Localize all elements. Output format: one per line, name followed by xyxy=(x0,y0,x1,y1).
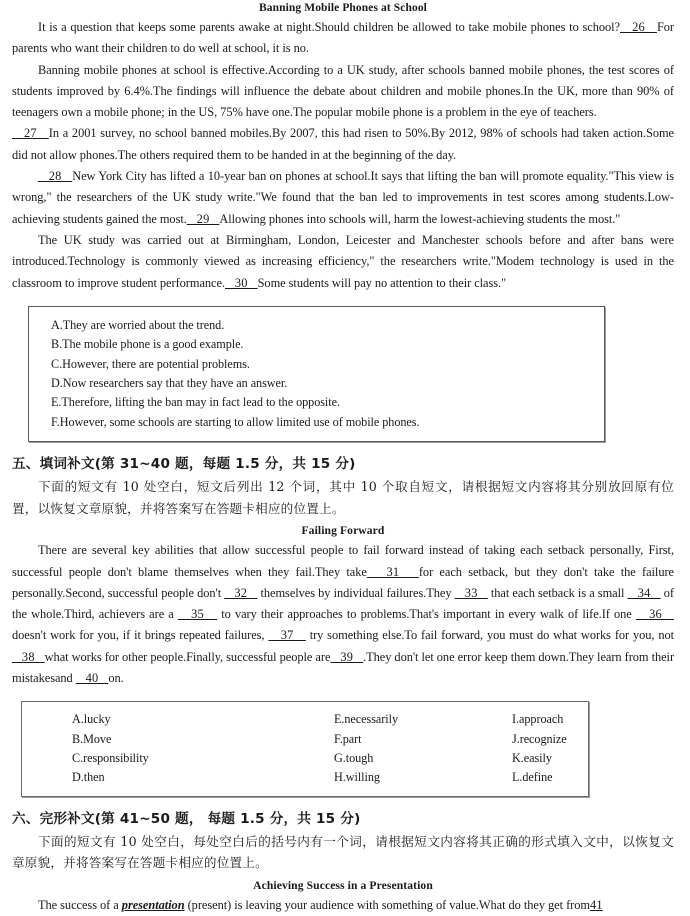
italic-word-presentation: presentation xyxy=(121,897,185,912)
section-5-heading: 五、填词补文(第 31~40 题，每题 1.5 分，共 15 分) xyxy=(12,456,356,473)
section-5-subtitle: Failing Forward xyxy=(301,524,385,538)
answer-blank-41[interactable]: 41 xyxy=(589,897,603,912)
answer-blank-27[interactable]: 27 xyxy=(12,126,49,141)
word-bank-item[interactable]: H.willing xyxy=(334,770,380,785)
section-5-instruction: 下面的短文有 10 处空白，短文后列出 12 个词，其中 10 个取自短文，请根据短文内容将其分别放回原有位置，以恢复文章原貌，并将答案写在答题卡相应的位置上。 xyxy=(12,479,674,516)
word-bank-column-1 xyxy=(72,710,334,787)
passage-title: Banning Mobile Phones at School xyxy=(259,2,427,14)
section-6-heading: 六、完形补文(第 41~50 题， 每题 1.5 分，共 15 分) xyxy=(12,810,361,827)
answer-blank-26[interactable]: 26 xyxy=(620,20,657,34)
paragraph-text: 28 New York City has lifted a 10-year ban on phones at school.It says that lifting the ban will promote equality."This view is wrong," the researchers of the UK study write."We found that the ban led to improvements in test scores among students.Low-achieving students gained the most. 29 Allowing phones into schools will, harm the lowest-achieving students the most." xyxy=(12,169,674,226)
option-item[interactable]: D.Now researchers say that they have an answer. xyxy=(51,376,288,391)
section-6-subtitle: Achieving Success in a Presentation xyxy=(253,878,433,892)
paragraph-text: It is a question that keeps some parents awake at night.Should children be allowed to take mobile phones to school? 26 For parents who want their children to do well at school, it is no. xyxy=(12,20,675,56)
answer-blank-40[interactable]: 40 xyxy=(75,671,109,686)
passage1-options-box xyxy=(28,306,605,442)
answer-blank-30[interactable]: 30 xyxy=(225,275,258,290)
word-bank-item[interactable]: A.lucky xyxy=(72,712,111,727)
exam-page xyxy=(0,1,690,916)
passage-paragraph-4 xyxy=(12,166,674,230)
word-bank-item[interactable]: K.easily xyxy=(512,750,552,765)
passage-text-post: (present) is leaving your audience with something of value.What do they get from xyxy=(184,897,590,912)
answer-blank-29[interactable]: 29 xyxy=(186,211,220,226)
word-bank-column-2 xyxy=(334,710,512,787)
word-bank-item[interactable]: C.responsibility xyxy=(72,750,149,765)
passage-paragraph-3 xyxy=(12,123,674,166)
word-bank-item[interactable]: L.define xyxy=(512,770,553,785)
answer-blank-31[interactable]: 31 xyxy=(366,564,419,579)
answer-blank-35[interactable]: 35 xyxy=(177,607,218,622)
answer-blank-33[interactable]: 33 xyxy=(454,585,488,600)
section-6-instruction: 下面的短文有 10 处空白，每处空白后的括号内有一个词，请根据短文内容将其正确的形式填入文中，以恢复文章原貌，并将答案写在答题卡相应的位置上。 xyxy=(12,833,674,871)
paragraph-text: 27 In a 2001 survey, no school banned mobiles.By 2007, this had risen to 50%.By 2012, 98% of schools had taken action.Some did not allow phones.The others required them to be handed in at the beginning of the day. xyxy=(12,126,674,162)
paragraph-text: The UK study was carried out at Birmingham, London, Leicester and Manchester schools before and after bans were introduced.Technology is commonly viewed as increasing efficiency," the researchers write."Modem technology is used in the classroom to improve student performance. 30 Some students will pay no attention to their class." xyxy=(12,232,674,290)
answer-blank-39[interactable]: 39 xyxy=(330,649,364,664)
word-bank-item[interactable]: I.approach xyxy=(512,712,564,727)
word-bank-item[interactable]: G.tough xyxy=(334,750,374,765)
paragraph-text: Banning mobile phones at school is effective.According to a UK study, after schools banned mobile phones, the test scores of students improved by 6.4%.The findings will influence the debate about children and mobile phones.In the UK, more than 90% of teenagers own a mobile phone; in the US, 75% have one.The popular mobile phone is a problem in the eye of teachers. xyxy=(12,62,674,120)
word-bank-item[interactable]: E.necessarily xyxy=(334,712,398,727)
option-item[interactable]: E.Therefore, lifting the ban may in fact lead to the opposite. xyxy=(51,395,340,410)
section-5-passage: There are several key abilities that allow successful people to fail forward instead of taking each setback personally, First, successful people don't blame themselves when they fail.They take 31 for each setback, but they don't take the failure personally.Second, successful people don't 32 themselves by individual failures.They 33 that each setback is a small 34 of the whole.Third, achievers are a 35 to vary their approaches to problems.That's important in every walk of life.If one 36 doesn't work for you, if it brings repeated failures, 37 try something else.To fail forward, you must do what works for you, not 38 what works for other people.Finally, successful people are 39 .They don't let one error keep them down.They learn from their mistakesand 40 on. xyxy=(12,543,675,686)
answer-blank-37[interactable]: 37 xyxy=(268,628,306,643)
word-bank-item[interactable]: J.recognize xyxy=(512,731,567,746)
passage-paragraph-1 xyxy=(12,17,674,60)
word-bank-item[interactable]: D.then xyxy=(72,770,105,785)
answer-blank-28[interactable]: 28 xyxy=(38,169,73,184)
section-5-word-bank xyxy=(21,701,589,796)
section-6-passage xyxy=(12,895,674,916)
option-item[interactable]: B.The mobile phone is a good example. xyxy=(51,337,244,352)
answer-blank-34[interactable]: 34 xyxy=(627,585,661,600)
answer-blank-32[interactable]: 32 xyxy=(224,585,258,600)
word-bank-item[interactable]: F.part xyxy=(334,731,362,746)
word-bank-column-3 xyxy=(512,710,588,787)
option-item[interactable]: C.However, there are potential problems. xyxy=(51,356,250,371)
passage-text-pre: The success of a xyxy=(38,897,122,912)
option-item[interactable]: A.They are worried about the trend. xyxy=(51,317,225,332)
passage-paragraph-5 xyxy=(12,230,674,294)
passage-paragraph-2 xyxy=(12,60,674,124)
answer-blank-38[interactable]: 38 xyxy=(12,649,45,664)
option-item[interactable]: F.However, some schools are starting to allow limited use of mobile phones. xyxy=(51,414,420,429)
answer-blank-36[interactable]: 36 xyxy=(635,607,675,622)
word-bank-item[interactable]: B.Move xyxy=(72,731,112,746)
